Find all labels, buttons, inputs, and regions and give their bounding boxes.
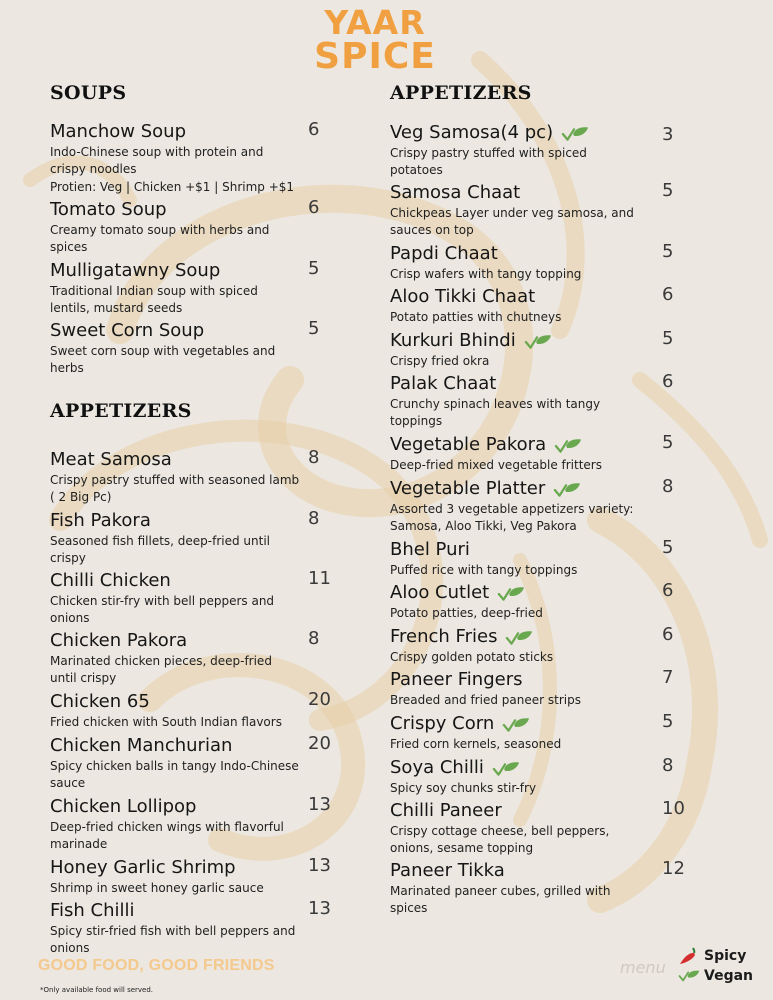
- item-description: Fried corn kernels, seasoned: [390, 737, 562, 751]
- item-name: Mulligatawny Soup: [50, 260, 221, 281]
- item-price: 8: [308, 628, 320, 649]
- vegan-leaf-icon: [524, 334, 552, 350]
- item-description: Traditional Indian soup with spiced lentils, mustard seeds: [50, 284, 258, 315]
- item-price: 5: [662, 180, 674, 201]
- menu-item: [50, 320, 340, 377]
- menu-item: [390, 626, 685, 666]
- item-price: 5: [662, 241, 674, 262]
- menu-item: [390, 243, 685, 283]
- logo-line-1: YAAR: [324, 3, 426, 42]
- item-price: 5: [308, 258, 320, 279]
- item-protein-options: Protien: Veg | Chicken +$1 | Shrimp +$1: [50, 180, 295, 194]
- item-price: 5: [662, 328, 674, 349]
- vegan-leaf-icon: [492, 761, 520, 777]
- appetizers-heading-right: APPETIZERS: [390, 82, 532, 104]
- item-price: 13: [308, 794, 331, 815]
- item-description: Crispy cottage cheese, bell peppers, onions, sesame topping: [390, 824, 610, 855]
- item-name: Chicken Pakora: [50, 630, 188, 651]
- menu-item: [50, 260, 340, 317]
- menu-item: [390, 800, 685, 857]
- item-name: Sweet Corn Soup: [50, 320, 205, 341]
- menu-item: [390, 669, 685, 709]
- item-description: Potato patties with chutneys: [390, 310, 562, 324]
- logo-line-2: SPICE: [314, 36, 436, 77]
- vegan-leaf-icon: [553, 482, 581, 498]
- vegan-leaf-icon: [678, 968, 700, 984]
- menu-item: [390, 182, 685, 239]
- item-name: Chilli Paneer: [390, 800, 502, 821]
- vegan-leaf-icon: [554, 438, 582, 454]
- item-name: Veg Samosa(4 pc): [390, 122, 554, 143]
- item-description: Potato patties, deep-fried: [390, 606, 543, 620]
- item-price: 12: [662, 858, 685, 879]
- item-description: Crisp wafers with tangy topping: [390, 267, 582, 281]
- item-price: 6: [308, 197, 320, 218]
- item-description: Assorted 3 vegetable appetizers variety: Samosa, Aloo Tikki, Veg Pakora: [390, 502, 634, 533]
- item-price: 5: [662, 537, 674, 558]
- item-price: 8: [308, 447, 320, 468]
- item-price: 7: [662, 667, 674, 688]
- item-price: 13: [308, 855, 331, 876]
- item-description: Puffed rice with tangy toppings: [390, 563, 578, 577]
- menu-item: [50, 570, 340, 627]
- item-price: 5: [662, 711, 674, 732]
- menu-item: [390, 539, 685, 579]
- restaurant-logo: [300, 3, 450, 77]
- menu-item: [50, 510, 340, 567]
- menu-item: [390, 478, 685, 535]
- item-name: Chilli Chicken: [50, 570, 171, 591]
- menu-item: [390, 434, 685, 474]
- item-name: Vegetable Pakora: [390, 434, 547, 455]
- menu-item: [390, 860, 685, 917]
- menu-item: [50, 735, 340, 792]
- item-name: Manchow Soup: [50, 121, 187, 142]
- item-price: 5: [662, 432, 674, 453]
- item-description: Chickpeas Layer under veg samosa, and sauces on top: [390, 206, 634, 237]
- chili-pepper-icon: [678, 946, 700, 966]
- item-description: Marinated paneer cubes, grilled with spices: [390, 884, 611, 915]
- item-price: 6: [308, 119, 320, 140]
- item-description: Chicken stir-fry with bell peppers and onions: [50, 594, 275, 625]
- item-name: Palak Chaat: [390, 373, 497, 394]
- item-name: Tomato Soup: [50, 199, 167, 220]
- menu-item: [390, 286, 685, 326]
- menu-item: [390, 373, 685, 430]
- item-description: Crispy pastry stuffed with seasoned lamb ( 2 Big Pc): [50, 473, 300, 504]
- item-description: Fried chicken with South Indian flavors: [50, 715, 282, 729]
- item-name: Crispy Corn: [390, 713, 495, 734]
- menu-item: [390, 122, 685, 179]
- menu-item: [50, 121, 340, 196]
- item-price: 20: [308, 689, 331, 710]
- vegan-leaf-icon: [561, 126, 589, 142]
- item-name: Meat Samosa: [50, 449, 172, 470]
- legend-vegan: [678, 966, 753, 986]
- item-name: Chicken 65: [50, 691, 150, 712]
- item-name: Kurkuri Bhindi: [390, 330, 516, 351]
- item-description: Crispy pastry stuffed with spiced potatoes: [390, 146, 587, 177]
- item-description: Seasoned fish fillets, deep-fried until crispy: [50, 534, 271, 565]
- watermark: menu: [620, 958, 666, 977]
- vegan-leaf-icon: [505, 630, 533, 646]
- footer-slogan: GOOD FOOD, GOOD FRIENDS: [38, 957, 275, 974]
- item-description: Indo-Chinese soup with protein and crispy noodles: [50, 145, 264, 176]
- item-name: Chicken Manchurian: [50, 735, 233, 756]
- item-price: 6: [662, 371, 674, 392]
- availability-note: *Only available food will served.: [40, 986, 154, 994]
- item-description: Breaded and fried paneer strips: [390, 693, 581, 707]
- legend-spicy-label: Spicy: [704, 948, 747, 964]
- vegan-leaf-icon: [502, 717, 530, 733]
- item-description: Deep-fried mixed vegetable fritters: [390, 458, 602, 472]
- dietary-legend: [678, 946, 753, 986]
- item-description: Deep-fried chicken wings with flavorful marinade: [50, 820, 284, 851]
- appetizers-heading-left: APPETIZERS: [50, 400, 192, 422]
- item-description: Crispy fried okra: [390, 354, 490, 368]
- soups-heading: SOUPS: [50, 82, 127, 104]
- item-description: Creamy tomato soup with herbs and spices: [50, 223, 270, 254]
- item-price: 11: [308, 568, 331, 589]
- item-name: Aloo Tikki Chaat: [390, 286, 536, 307]
- item-description: Spicy soy chunks stir-fry: [390, 781, 537, 795]
- item-price: 6: [662, 284, 674, 305]
- item-name: Paneer Tikka: [390, 860, 505, 881]
- menu-item: [50, 857, 340, 897]
- item-name: Vegetable Platter: [390, 478, 546, 499]
- item-name: Paneer Fingers: [390, 669, 523, 690]
- item-price: 8: [662, 476, 674, 497]
- menu-item: [390, 330, 685, 370]
- menu-item: [50, 796, 340, 853]
- item-price: 20: [308, 733, 331, 754]
- item-name: Papdi Chaat: [390, 243, 498, 264]
- item-price: 8: [662, 755, 674, 776]
- item-description: Spicy chicken balls in tangy Indo-Chinese sauce: [50, 759, 299, 790]
- item-price: 13: [308, 898, 331, 919]
- item-description: Marinated chicken pieces, deep-fried until crispy: [50, 654, 272, 685]
- item-description: Shrimp in sweet honey garlic sauce: [50, 881, 264, 895]
- legend-spicy: [678, 946, 753, 966]
- item-name: Soya Chilli: [390, 757, 484, 778]
- menu-item: [50, 199, 340, 256]
- item-name: French Fries: [390, 626, 498, 647]
- item-price: 8: [308, 508, 320, 529]
- item-name: Bhel Puri: [390, 539, 470, 560]
- item-description: Spicy stir-fried fish with bell peppers and onions: [50, 924, 296, 955]
- menu-item: [50, 900, 340, 957]
- menu-item: [50, 691, 340, 731]
- item-name: Chicken Lollipop: [50, 796, 197, 817]
- menu-item: [390, 757, 685, 797]
- menu-item: [390, 582, 685, 622]
- legend-vegan-label: Vegan: [704, 968, 753, 984]
- item-name: Fish Chilli: [50, 900, 135, 921]
- item-price: 3: [662, 124, 674, 145]
- item-name: Fish Pakora: [50, 510, 151, 531]
- item-price: 10: [662, 798, 685, 819]
- menu-item: [390, 713, 685, 753]
- item-name: Aloo Cutlet: [390, 582, 490, 603]
- item-price: 6: [662, 624, 674, 645]
- menu-item: [50, 449, 340, 506]
- item-description: Crispy golden potato sticks: [390, 650, 554, 664]
- item-description: Sweet corn soup with vegetables and herbs: [50, 344, 276, 375]
- vegan-leaf-icon: [497, 586, 525, 602]
- item-name: Honey Garlic Shrimp: [50, 857, 236, 878]
- item-price: 6: [662, 580, 674, 601]
- item-name: Samosa Chaat: [390, 182, 521, 203]
- item-price: 5: [308, 318, 320, 339]
- menu-item: [50, 630, 340, 687]
- item-description: Crunchy spinach leaves with tangy toppings: [390, 397, 601, 428]
